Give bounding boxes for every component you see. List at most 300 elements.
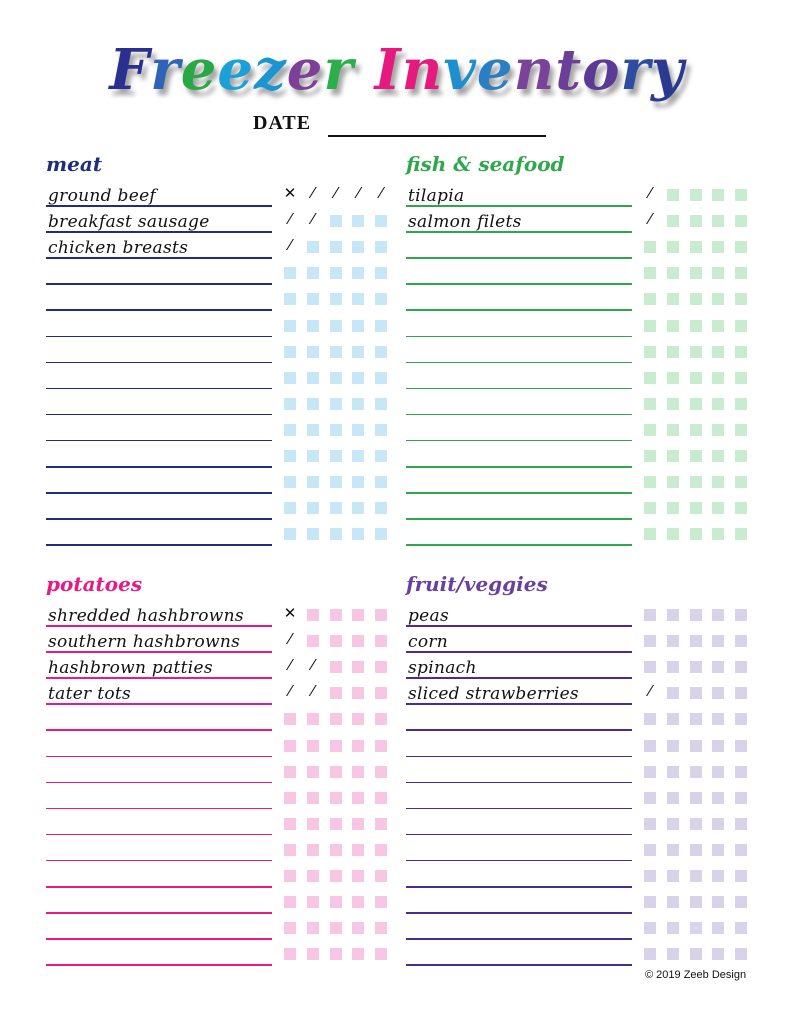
tally-box[interactable]	[307, 766, 319, 778]
tally-box[interactable]	[375, 346, 387, 358]
tally-box[interactable]	[352, 267, 364, 279]
tally-box[interactable]	[375, 609, 387, 621]
tally-box[interactable]	[375, 241, 387, 253]
tally-box[interactable]	[735, 398, 747, 410]
tally-box[interactable]	[352, 766, 364, 778]
tally-slash-mark[interactable]: ⁄	[311, 682, 315, 701]
tally-box[interactable]	[352, 476, 364, 488]
tally-box[interactable]	[375, 844, 387, 856]
tally-box[interactable]	[690, 844, 702, 856]
tally-box[interactable]	[330, 922, 342, 934]
tally-box[interactable]	[735, 241, 747, 253]
tally-box[interactable]	[712, 661, 724, 673]
tally-box[interactable]	[644, 713, 656, 725]
tally-box[interactable]	[667, 609, 679, 621]
item-line[interactable]	[406, 782, 632, 784]
tally-box[interactable]	[330, 870, 342, 882]
tally-box[interactable]	[690, 766, 702, 778]
tally-box[interactable]	[667, 320, 679, 332]
tally-box[interactable]	[375, 320, 387, 332]
tally-box[interactable]	[712, 450, 724, 462]
tally-slash-mark[interactable]: ⁄	[648, 682, 652, 701]
tally-box[interactable]	[690, 189, 702, 201]
tally-box[interactable]	[712, 687, 724, 699]
tally-box[interactable]	[712, 896, 724, 908]
tally-box[interactable]	[307, 241, 319, 253]
tally-box[interactable]	[644, 792, 656, 804]
item-line[interactable]	[46, 518, 272, 520]
tally-box[interactable]	[330, 320, 342, 332]
tally-box[interactable]	[352, 528, 364, 540]
item-line[interactable]	[406, 466, 632, 468]
tally-box[interactable]	[712, 922, 724, 934]
tally-box[interactable]	[307, 398, 319, 410]
tally-box[interactable]	[667, 189, 679, 201]
tally-box[interactable]	[735, 844, 747, 856]
tally-slash-mark[interactable]: ⁄	[357, 184, 360, 202]
tally-box[interactable]	[352, 713, 364, 725]
tally-box[interactable]	[735, 922, 747, 934]
item-line[interactable]	[406, 756, 632, 758]
tally-box[interactable]	[690, 740, 702, 752]
tally-box[interactable]	[667, 398, 679, 410]
item-line[interactable]	[406, 938, 632, 940]
tally-box[interactable]	[690, 372, 702, 384]
tally-box[interactable]	[735, 502, 747, 514]
item-line[interactable]	[46, 414, 272, 416]
tally-box[interactable]	[690, 398, 702, 410]
tally-box[interactable]	[330, 687, 342, 699]
tally-box[interactable]	[330, 609, 342, 621]
tally-box[interactable]	[375, 502, 387, 514]
tally-box[interactable]	[375, 398, 387, 410]
tally-box[interactable]	[644, 766, 656, 778]
tally-box[interactable]	[712, 267, 724, 279]
item-line[interactable]	[46, 782, 272, 784]
tally-box[interactable]	[690, 502, 702, 514]
tally-box[interactable]	[284, 502, 296, 514]
tally-box[interactable]	[330, 948, 342, 960]
tally-box[interactable]	[690, 424, 702, 436]
tally-box[interactable]	[352, 215, 364, 227]
tally-box[interactable]	[375, 740, 387, 752]
tally-box[interactable]	[375, 424, 387, 436]
tally-box[interactable]	[690, 922, 702, 934]
tally-box[interactable]	[690, 661, 702, 673]
tally-box[interactable]	[644, 635, 656, 647]
tally-box[interactable]	[735, 528, 747, 540]
tally-box[interactable]	[307, 476, 319, 488]
tally-box[interactable]	[352, 922, 364, 934]
tally-box[interactable]	[644, 267, 656, 279]
tally-box[interactable]	[284, 766, 296, 778]
item-line[interactable]	[406, 834, 632, 836]
item-line[interactable]	[406, 518, 632, 520]
tally-box[interactable]	[712, 215, 724, 227]
tally-box[interactable]	[735, 293, 747, 305]
tally-box[interactable]	[667, 844, 679, 856]
tally-box[interactable]	[644, 372, 656, 384]
tally-box[interactable]	[375, 896, 387, 908]
tally-box[interactable]	[352, 424, 364, 436]
tally-box[interactable]	[284, 450, 296, 462]
tally-box[interactable]	[284, 372, 296, 384]
tally-box[interactable]	[352, 372, 364, 384]
tally-box[interactable]	[667, 896, 679, 908]
tally-box[interactable]	[690, 528, 702, 540]
item-line[interactable]	[406, 283, 632, 285]
tally-box[interactable]	[307, 502, 319, 514]
tally-box[interactable]	[667, 267, 679, 279]
tally-box[interactable]	[667, 215, 679, 227]
item-line[interactable]	[406, 886, 632, 888]
tally-box[interactable]	[284, 948, 296, 960]
tally-box[interactable]	[307, 896, 319, 908]
tally-box[interactable]	[307, 948, 319, 960]
tally-box[interactable]	[307, 450, 319, 462]
tally-box[interactable]	[712, 346, 724, 358]
tally-box[interactable]	[712, 948, 724, 960]
tally-slash-mark[interactable]: ⁄	[288, 630, 292, 649]
tally-box[interactable]	[690, 346, 702, 358]
tally-box[interactable]	[690, 713, 702, 725]
tally-box[interactable]	[307, 528, 319, 540]
tally-box[interactable]	[352, 241, 364, 253]
tally-box[interactable]	[690, 293, 702, 305]
tally-box[interactable]	[644, 661, 656, 673]
tally-box[interactable]	[735, 687, 747, 699]
tally-box[interactable]	[284, 528, 296, 540]
tally-box[interactable]	[690, 267, 702, 279]
tally-box[interactable]	[330, 424, 342, 436]
tally-box[interactable]	[644, 398, 656, 410]
tally-box[interactable]	[735, 792, 747, 804]
tally-slash-mark[interactable]: ⁄	[379, 184, 383, 202]
tally-box[interactable]	[644, 293, 656, 305]
tally-box[interactable]	[712, 844, 724, 856]
tally-box[interactable]	[667, 424, 679, 436]
tally-box[interactable]	[284, 713, 296, 725]
tally-box[interactable]	[667, 740, 679, 752]
tally-box[interactable]	[284, 740, 296, 752]
tally-box[interactable]	[712, 528, 724, 540]
item-line[interactable]	[46, 938, 272, 940]
item-line[interactable]	[406, 964, 632, 966]
tally-box[interactable]	[644, 424, 656, 436]
tally-box[interactable]	[330, 267, 342, 279]
tally-box[interactable]	[667, 870, 679, 882]
tally-box[interactable]	[352, 896, 364, 908]
item-line[interactable]	[406, 492, 632, 494]
item-line[interactable]	[46, 544, 272, 546]
tally-box[interactable]	[735, 609, 747, 621]
tally-box[interactable]	[284, 818, 296, 830]
item-line[interactable]	[46, 756, 272, 758]
item-line[interactable]	[46, 808, 272, 810]
tally-box[interactable]	[284, 424, 296, 436]
tally-box[interactable]	[690, 870, 702, 882]
tally-box[interactable]	[375, 766, 387, 778]
tally-box[interactable]	[712, 189, 724, 201]
tally-box[interactable]	[375, 450, 387, 462]
tally-box[interactable]	[284, 293, 296, 305]
tally-box[interactable]	[375, 922, 387, 934]
tally-box[interactable]	[667, 818, 679, 830]
tally-box[interactable]	[712, 792, 724, 804]
tally-slash-mark[interactable]: ⁄	[311, 210, 315, 229]
tally-box[interactable]	[667, 792, 679, 804]
tally-box[interactable]	[667, 766, 679, 778]
tally-box[interactable]	[352, 609, 364, 621]
tally-box[interactable]	[644, 740, 656, 752]
tally-box[interactable]	[284, 346, 296, 358]
tally-box[interactable]	[375, 476, 387, 488]
tally-box[interactable]	[284, 267, 296, 279]
tally-box[interactable]	[284, 476, 296, 488]
tally-box[interactable]	[735, 189, 747, 201]
tally-box[interactable]	[330, 215, 342, 227]
tally-box[interactable]	[712, 293, 724, 305]
tally-box[interactable]	[375, 818, 387, 830]
tally-x-mark[interactable]: ✕	[283, 604, 297, 622]
tally-box[interactable]	[352, 792, 364, 804]
item-line[interactable]	[46, 860, 272, 862]
tally-box[interactable]	[644, 844, 656, 856]
tally-box[interactable]	[352, 870, 364, 882]
tally-slash-mark[interactable]: ⁄	[311, 656, 315, 675]
item-line[interactable]	[406, 309, 632, 311]
tally-box[interactable]	[307, 267, 319, 279]
tally-box[interactable]	[352, 320, 364, 332]
tally-box[interactable]	[307, 870, 319, 882]
tally-slash-mark[interactable]: ⁄	[334, 184, 337, 202]
tally-box[interactable]	[330, 450, 342, 462]
tally-slash-mark[interactable]: ⁄	[648, 210, 652, 229]
tally-box[interactable]	[735, 320, 747, 332]
tally-box[interactable]	[712, 740, 724, 752]
tally-box[interactable]	[735, 661, 747, 673]
item-line[interactable]	[46, 388, 272, 390]
tally-box[interactable]	[667, 372, 679, 384]
tally-box[interactable]	[284, 870, 296, 882]
tally-box[interactable]	[375, 687, 387, 699]
tally-box[interactable]	[667, 502, 679, 514]
tally-box[interactable]	[712, 372, 724, 384]
tally-box[interactable]	[735, 476, 747, 488]
tally-box[interactable]	[352, 818, 364, 830]
tally-box[interactable]	[667, 687, 679, 699]
tally-box[interactable]	[712, 635, 724, 647]
tally-box[interactable]	[352, 661, 364, 673]
tally-box[interactable]	[735, 870, 747, 882]
tally-box[interactable]	[375, 635, 387, 647]
tally-box[interactable]	[712, 870, 724, 882]
tally-box[interactable]	[644, 241, 656, 253]
item-line[interactable]	[46, 886, 272, 888]
item-line[interactable]	[46, 964, 272, 966]
item-line[interactable]	[46, 492, 272, 494]
tally-box[interactable]	[712, 476, 724, 488]
tally-slash-mark[interactable]: ⁄	[288, 210, 292, 229]
tally-box[interactable]	[735, 424, 747, 436]
tally-box[interactable]	[352, 502, 364, 514]
tally-box[interactable]	[735, 215, 747, 227]
tally-slash-mark[interactable]: ⁄	[648, 184, 652, 202]
tally-box[interactable]	[330, 818, 342, 830]
tally-box[interactable]	[375, 870, 387, 882]
tally-box[interactable]	[284, 792, 296, 804]
date-field-line[interactable]	[328, 135, 546, 137]
item-line[interactable]	[406, 414, 632, 416]
tally-box[interactable]	[375, 293, 387, 305]
tally-box[interactable]	[352, 740, 364, 752]
tally-box[interactable]	[307, 635, 319, 647]
tally-box[interactable]	[735, 450, 747, 462]
tally-slash-mark[interactable]: ⁄	[288, 682, 292, 701]
tally-box[interactable]	[690, 896, 702, 908]
tally-box[interactable]	[712, 502, 724, 514]
tally-box[interactable]	[644, 948, 656, 960]
tally-box[interactable]	[352, 398, 364, 410]
tally-box[interactable]	[690, 215, 702, 227]
tally-box[interactable]	[307, 713, 319, 725]
item-line[interactable]	[406, 544, 632, 546]
item-line[interactable]	[46, 336, 272, 338]
tally-slash-mark[interactable]: ⁄	[288, 656, 292, 675]
tally-box[interactable]	[307, 922, 319, 934]
tally-box[interactable]	[330, 844, 342, 856]
tally-box[interactable]	[735, 267, 747, 279]
tally-box[interactable]	[644, 476, 656, 488]
tally-box[interactable]	[644, 818, 656, 830]
tally-box[interactable]	[690, 792, 702, 804]
tally-box[interactable]	[690, 609, 702, 621]
tally-box[interactable]	[667, 635, 679, 647]
tally-box[interactable]	[735, 740, 747, 752]
tally-box[interactable]	[307, 740, 319, 752]
tally-box[interactable]	[667, 528, 679, 540]
tally-box[interactable]	[644, 922, 656, 934]
item-line[interactable]	[406, 362, 632, 364]
tally-box[interactable]	[667, 922, 679, 934]
tally-box[interactable]	[644, 346, 656, 358]
tally-box[interactable]	[307, 609, 319, 621]
tally-box[interactable]	[375, 267, 387, 279]
tally-box[interactable]	[644, 609, 656, 621]
tally-box[interactable]	[712, 398, 724, 410]
tally-box[interactable]	[330, 740, 342, 752]
tally-box[interactable]	[284, 896, 296, 908]
tally-box[interactable]	[667, 241, 679, 253]
tally-box[interactable]	[307, 818, 319, 830]
tally-box[interactable]	[735, 372, 747, 384]
tally-box[interactable]	[712, 818, 724, 830]
tally-box[interactable]	[284, 922, 296, 934]
tally-box[interactable]	[644, 502, 656, 514]
tally-box[interactable]	[735, 818, 747, 830]
tally-box[interactable]	[644, 528, 656, 540]
item-line[interactable]	[406, 388, 632, 390]
item-line[interactable]	[46, 912, 272, 914]
tally-box[interactable]	[375, 215, 387, 227]
tally-box[interactable]	[330, 398, 342, 410]
tally-box[interactable]	[644, 870, 656, 882]
tally-box[interactable]	[307, 320, 319, 332]
tally-box[interactable]	[735, 896, 747, 908]
tally-box[interactable]	[735, 766, 747, 778]
tally-box[interactable]	[352, 687, 364, 699]
tally-box[interactable]	[330, 528, 342, 540]
item-line[interactable]	[46, 440, 272, 442]
item-line[interactable]	[46, 309, 272, 311]
tally-box[interactable]	[352, 948, 364, 960]
tally-box[interactable]	[712, 320, 724, 332]
tally-box[interactable]	[667, 293, 679, 305]
tally-box[interactable]	[330, 476, 342, 488]
tally-box[interactable]	[667, 713, 679, 725]
tally-box[interactable]	[352, 450, 364, 462]
tally-box[interactable]	[375, 528, 387, 540]
tally-box[interactable]	[284, 844, 296, 856]
tally-box[interactable]	[712, 241, 724, 253]
tally-box[interactable]	[667, 948, 679, 960]
tally-box[interactable]	[735, 346, 747, 358]
tally-slash-mark[interactable]: ⁄	[311, 184, 315, 202]
tally-box[interactable]	[735, 635, 747, 647]
item-line[interactable]	[46, 466, 272, 468]
tally-box[interactable]	[667, 450, 679, 462]
tally-box[interactable]	[330, 661, 342, 673]
tally-box[interactable]	[352, 635, 364, 647]
tally-box[interactable]	[644, 320, 656, 332]
tally-box[interactable]	[644, 896, 656, 908]
tally-box[interactable]	[352, 293, 364, 305]
tally-box[interactable]	[284, 398, 296, 410]
tally-box[interactable]	[690, 320, 702, 332]
tally-box[interactable]	[375, 792, 387, 804]
tally-box[interactable]	[712, 766, 724, 778]
tally-box[interactable]	[690, 635, 702, 647]
tally-box[interactable]	[330, 792, 342, 804]
tally-box[interactable]	[712, 713, 724, 725]
tally-box[interactable]	[307, 844, 319, 856]
tally-box[interactable]	[644, 450, 656, 462]
tally-box[interactable]	[307, 293, 319, 305]
tally-box[interactable]	[690, 450, 702, 462]
tally-box[interactable]	[330, 346, 342, 358]
tally-box[interactable]	[690, 687, 702, 699]
tally-box[interactable]	[375, 948, 387, 960]
tally-box[interactable]	[307, 346, 319, 358]
item-line[interactable]	[46, 283, 272, 285]
tally-box[interactable]	[735, 948, 747, 960]
item-line[interactable]	[46, 729, 272, 731]
tally-box[interactable]	[735, 713, 747, 725]
tally-box[interactable]	[330, 635, 342, 647]
tally-box[interactable]	[375, 661, 387, 673]
item-line[interactable]	[406, 808, 632, 810]
tally-box[interactable]	[712, 609, 724, 621]
tally-box[interactable]	[330, 293, 342, 305]
tally-box[interactable]	[667, 346, 679, 358]
tally-box[interactable]	[330, 372, 342, 384]
tally-x-mark[interactable]: ✕	[283, 184, 297, 202]
tally-box[interactable]	[284, 320, 296, 332]
tally-box[interactable]	[667, 476, 679, 488]
tally-box[interactable]	[690, 948, 702, 960]
tally-box[interactable]	[375, 372, 387, 384]
tally-box[interactable]	[667, 661, 679, 673]
